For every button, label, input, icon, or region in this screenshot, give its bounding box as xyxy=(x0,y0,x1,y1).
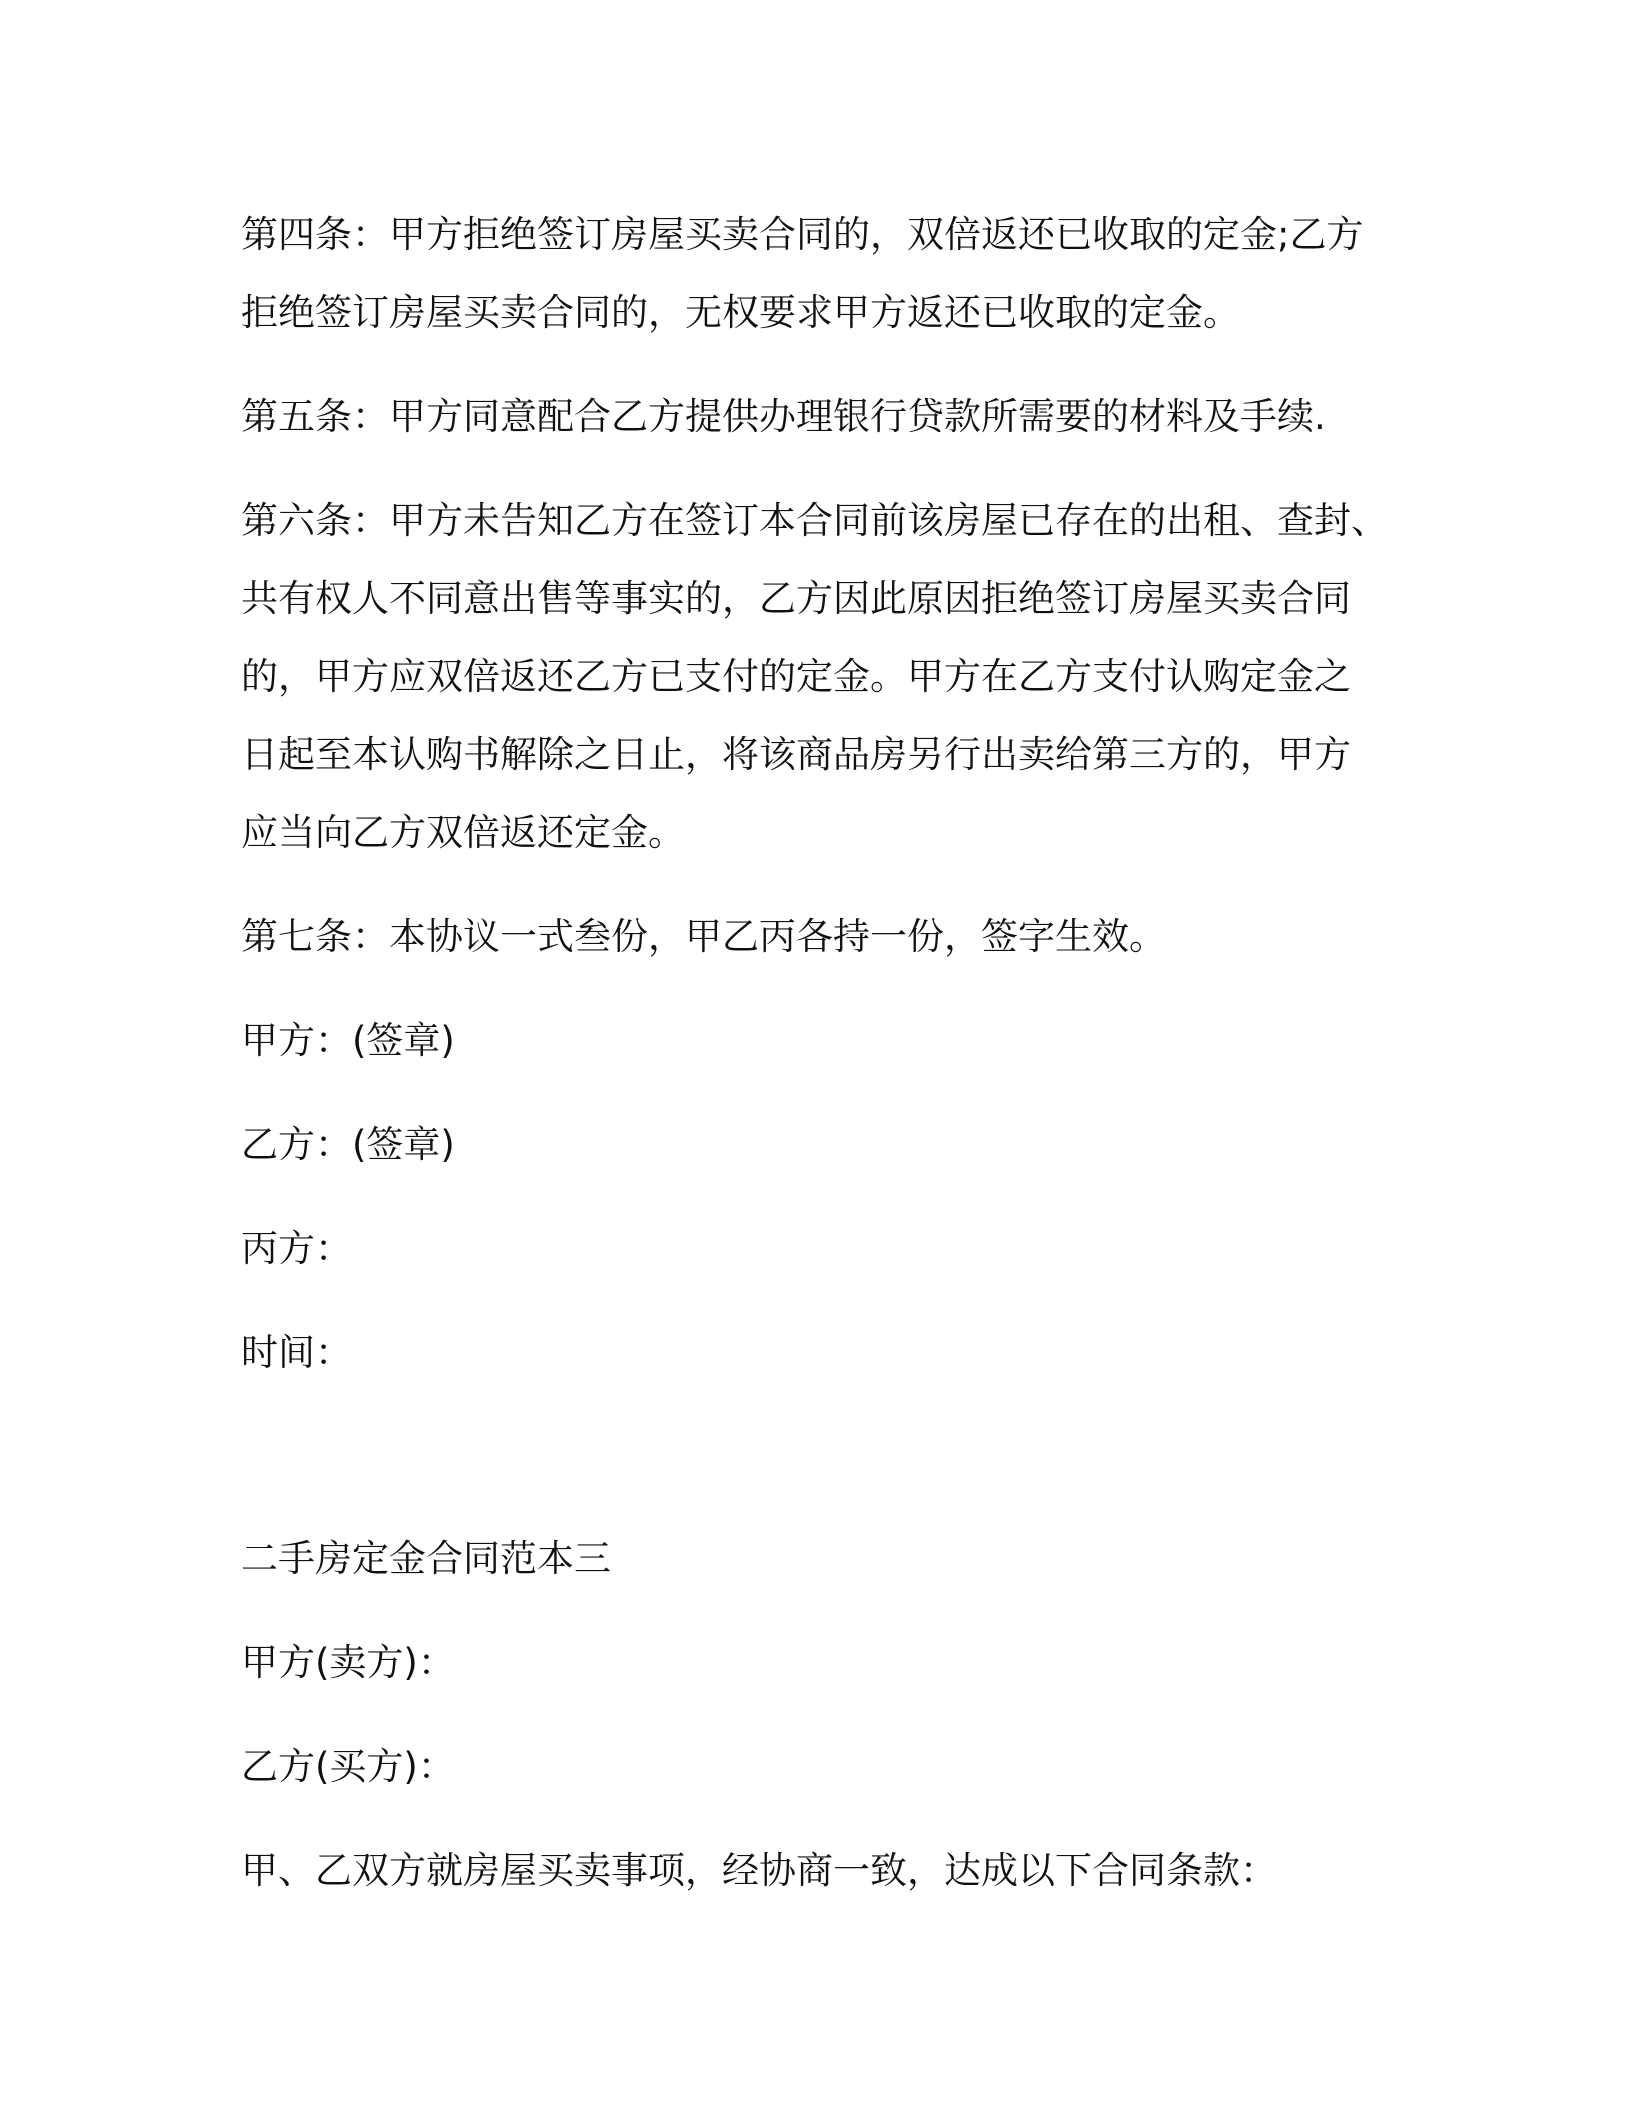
party-a-seller: 甲方(卖方)： xyxy=(241,1641,455,1684)
article-4 xyxy=(241,196,1401,352)
section-spacer xyxy=(241,1418,1401,1520)
article-6-line: 的，甲方应双倍返还乙方已支付的定金。甲方在乙方支付认购定金之 xyxy=(241,655,1351,698)
article-5-line: 第五条：甲方同意配合乙方提供办理银行贷款所需要的材料及手续. xyxy=(241,395,1326,438)
party-b-buyer: 乙方(买方)： xyxy=(241,1745,455,1788)
signature-party-a: 甲方：(签章) xyxy=(241,1019,455,1062)
signature-time: 时间： xyxy=(241,1331,352,1374)
article-6-line: 第六条：甲方未告知乙方在签订本合同前该房屋已存在的出租、查封、 xyxy=(241,499,1388,542)
article-6-line: 日起至本认购书解除之日止，将该商品房另行出卖给第三方的，甲方 xyxy=(241,733,1351,776)
article-7 xyxy=(241,898,1401,976)
article-5 xyxy=(241,378,1401,456)
signature-party-b: 乙方：(签章) xyxy=(241,1123,455,1166)
article-6 xyxy=(241,482,1401,872)
article-4-line: 拒绝签订房屋买卖合同的，无权要求甲方返还已收取的定金。 xyxy=(241,291,1240,334)
article-6-line: 共有权人不同意出售等事实的，乙方因此原因拒绝签订房屋买卖合同 xyxy=(241,577,1351,620)
signature-party-c: 丙方： xyxy=(241,1227,352,1270)
agreement-intro: 甲、乙双方就房屋买卖事项，经协商一致，达成以下合同条款： xyxy=(241,1849,1277,1892)
article-4-line: 第四条：甲方拒绝签订房屋买卖合同的，双倍返还已收取的定金;乙方 xyxy=(241,213,1364,256)
section-title: 二手房定金合同范本三 xyxy=(241,1537,611,1580)
document-content xyxy=(241,196,1401,1936)
article-6-line: 应当向乙方双倍返还定金。 xyxy=(241,811,685,854)
article-7-line: 第七条：本协议一式叁份，甲乙丙各持一份，签字生效。 xyxy=(241,915,1166,958)
